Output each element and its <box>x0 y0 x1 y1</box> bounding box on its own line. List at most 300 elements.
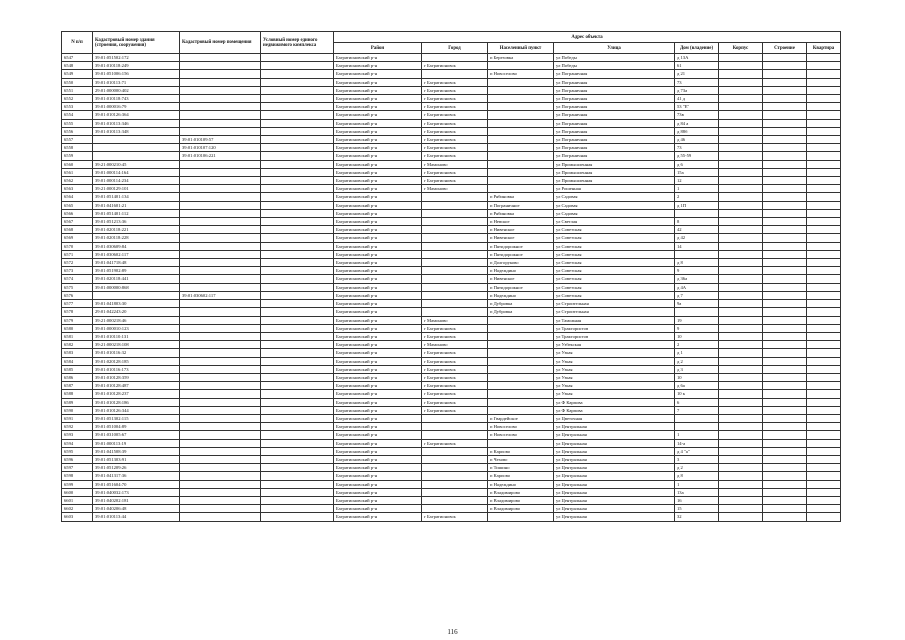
cell-korpus <box>719 414 763 422</box>
cell-district: Багратионовский р-н <box>334 86 422 94</box>
cell-cad-room <box>180 357 261 365</box>
cell-district: Багратионовский р-н <box>334 152 422 160</box>
cell-stroenie <box>763 201 807 209</box>
cell-cad-building: 29:01:042243:20 <box>93 308 180 316</box>
cell-cad-room <box>180 70 261 78</box>
cell-cond-number <box>261 332 334 340</box>
table-body <box>62 54 841 522</box>
cell-stroenie <box>763 496 807 504</box>
cell-cad-room <box>180 316 261 324</box>
cell-korpus <box>719 193 763 201</box>
cell-stroenie <box>763 136 807 144</box>
cell-street: ул Узбекская <box>554 341 675 349</box>
cell-city: г Багратионовск <box>422 136 488 144</box>
cell-cond-number <box>261 398 334 406</box>
table-row <box>62 127 841 135</box>
cell-settlement: п Карпово <box>488 447 554 455</box>
cell-street: ул Центральная <box>554 431 675 439</box>
header-stroenie: Строение <box>763 43 807 54</box>
cell-settlement: п Гвардейское <box>488 414 554 422</box>
cell-cond-number <box>261 144 334 152</box>
cell-stroenie <box>763 54 807 62</box>
cell-cad-room <box>180 464 261 472</box>
cell-stroenie <box>763 488 807 496</box>
cell-kvartira <box>807 209 841 217</box>
cell-house: 15а <box>675 168 719 176</box>
cell-korpus <box>719 168 763 176</box>
cell-street: ул Центральная <box>554 488 675 496</box>
cell-city <box>422 447 488 455</box>
cell-cad-room <box>180 496 261 504</box>
cell-street: ул Советская <box>554 234 675 242</box>
table-row <box>62 201 841 209</box>
cell-house: д 46 <box>675 136 719 144</box>
cell-house: 73 <box>675 78 719 86</box>
cell-stroenie <box>763 95 807 103</box>
cell-city <box>422 70 488 78</box>
cell-cad-room <box>180 390 261 398</box>
cell-num: 6577 <box>62 300 93 308</box>
cell-kvartira <box>807 324 841 332</box>
cell-settlement <box>488 185 554 193</box>
cell-stroenie <box>763 209 807 217</box>
cell-korpus <box>719 324 763 332</box>
cell-cond-number <box>261 152 334 160</box>
cell-street: ул Узкая <box>554 357 675 365</box>
cell-cad-room <box>180 160 261 168</box>
cell-cond-number <box>261 357 334 365</box>
cell-num: 6590 <box>62 406 93 414</box>
cell-num: 6553 <box>62 103 93 111</box>
cell-num: 6562 <box>62 177 93 185</box>
cell-stroenie <box>763 423 807 431</box>
table-row <box>62 136 841 144</box>
cell-stroenie <box>763 168 807 176</box>
cell-city: г Багратионовск <box>422 382 488 390</box>
cell-street: ул Садовая <box>554 193 675 201</box>
cell-settlement: п Рябиновка <box>488 193 554 201</box>
cell-city: г Багратионовск <box>422 324 488 332</box>
cell-cad-building: 39:01:041317:36 <box>93 472 180 480</box>
cell-korpus <box>719 54 763 62</box>
cell-district: Багратионовский р-н <box>334 496 422 504</box>
cell-cond-number <box>261 160 334 168</box>
cell-kvartira <box>807 136 841 144</box>
cell-settlement <box>488 365 554 373</box>
cell-korpus <box>719 398 763 406</box>
cell-cad-room <box>180 398 261 406</box>
cell-num: 6555 <box>62 119 93 127</box>
cell-cad-room <box>180 406 261 414</box>
cell-city <box>422 464 488 472</box>
cell-district: Багратионовский р-н <box>334 283 422 291</box>
cell-house <box>675 414 719 422</box>
cell-city: г Багратионовск <box>422 365 488 373</box>
cell-korpus <box>719 95 763 103</box>
cell-num: 6550 <box>62 78 93 86</box>
cell-district: Багратионовский р-н <box>334 365 422 373</box>
cell-korpus <box>719 349 763 357</box>
cell-city <box>422 226 488 234</box>
cell-district: Багратионовский р-н <box>334 119 422 127</box>
cell-district: Багратионовский р-н <box>334 455 422 463</box>
cell-street: ул Трактористов <box>554 332 675 340</box>
cell-house: 10 <box>675 373 719 381</box>
cell-stroenie <box>763 234 807 242</box>
cell-settlement <box>488 373 554 381</box>
cell-cad-building: 39:21:000218:108 <box>93 341 180 349</box>
cell-korpus <box>719 488 763 496</box>
cell-street: ул Центральная <box>554 472 675 480</box>
cell-cond-number <box>261 119 334 127</box>
cell-city: г Багратионовск <box>422 144 488 152</box>
cell-num: 6600 <box>62 488 93 496</box>
cell-num: 6571 <box>62 250 93 258</box>
cell-district: Багратионовский р-н <box>334 78 422 86</box>
cell-num: 6583 <box>62 349 93 357</box>
cell-house <box>675 209 719 217</box>
cell-city: г Багратионовск <box>422 111 488 119</box>
cell-cad-building: 39:21:000218:46 <box>93 316 180 324</box>
cell-num: 6568 <box>62 226 93 234</box>
cell-cond-number <box>261 324 334 332</box>
cell-cad-room <box>180 365 261 373</box>
cell-settlement <box>488 332 554 340</box>
cell-settlement: п Надеждино <box>488 480 554 488</box>
cell-cad-room <box>180 505 261 513</box>
table-row <box>62 111 841 119</box>
cell-num: 6576 <box>62 291 93 299</box>
cell-num: 6602 <box>62 505 93 513</box>
cell-korpus <box>719 505 763 513</box>
cell-street: ул Советская <box>554 283 675 291</box>
cell-street: ул Пограничная <box>554 136 675 144</box>
cell-district: Багратионовский р-н <box>334 332 422 340</box>
cell-street: ул Советская <box>554 259 675 267</box>
cell-settlement <box>488 357 554 365</box>
cell-korpus <box>719 472 763 480</box>
cell-korpus <box>719 308 763 316</box>
cell-korpus <box>719 234 763 242</box>
cell-district: Багратионовский р-н <box>334 111 422 119</box>
cell-cond-number <box>261 78 334 86</box>
cell-cad-building: 39:01:041718:48 <box>93 259 180 267</box>
cell-street: ул Пограничная <box>554 152 675 160</box>
cell-city: г Багратионовск <box>422 127 488 135</box>
table-row <box>62 373 841 381</box>
cell-district: Багратионовский р-н <box>334 144 422 152</box>
table-row <box>62 382 841 390</box>
cell-korpus <box>719 127 763 135</box>
cell-city <box>422 259 488 267</box>
cell-district: Багратионовский р-н <box>334 201 422 209</box>
cell-cad-building: 39:01:051213:36 <box>93 218 180 226</box>
cell-korpus <box>719 365 763 373</box>
cell-num: 6564 <box>62 193 93 201</box>
cell-district: Багратионовский р-н <box>334 185 422 193</box>
cell-kvartira <box>807 234 841 242</box>
cell-settlement <box>488 513 554 521</box>
cell-cond-number <box>261 480 334 488</box>
cell-cad-room <box>180 242 261 250</box>
cell-city <box>422 488 488 496</box>
cell-stroenie <box>763 472 807 480</box>
cell-district: Багратионовский р-н <box>334 54 422 62</box>
cell-settlement: п Дубровка <box>488 300 554 308</box>
cell-stroenie <box>763 86 807 94</box>
cell-stroenie <box>763 242 807 250</box>
cell-cond-number <box>261 86 334 94</box>
cell-kvartira <box>807 423 841 431</box>
table-row <box>62 398 841 406</box>
header-city: Город <box>422 43 488 54</box>
cell-korpus <box>719 291 763 299</box>
property-register-table <box>61 31 841 522</box>
cell-settlement: п Березовка <box>488 54 554 62</box>
cell-korpus <box>719 209 763 217</box>
cell-street: ул Центральная <box>554 439 675 447</box>
cell-district: Багратионовский р-н <box>334 267 422 275</box>
cell-kvartira <box>807 357 841 365</box>
cell-district: Багратионовский р-н <box>334 464 422 472</box>
cell-street: ул Советская <box>554 226 675 234</box>
cell-cond-number <box>261 373 334 381</box>
cell-street: ул Советская <box>554 267 675 275</box>
cell-kvartira <box>807 496 841 504</box>
cell-settlement: п Надеждино <box>488 267 554 275</box>
cell-kvartira <box>807 349 841 357</box>
cell-street: ул Пограничная <box>554 103 675 111</box>
cell-cad-room <box>180 447 261 455</box>
cell-cad-building <box>93 291 180 299</box>
cell-cond-number <box>261 300 334 308</box>
cell-settlement: п Рябиновка <box>488 209 554 217</box>
cell-street: ул Советская <box>554 291 675 299</box>
cell-cad-room <box>180 103 261 111</box>
header-settlement: Населенный пункт <box>488 43 554 54</box>
cell-cond-number <box>261 193 334 201</box>
cell-stroenie <box>763 160 807 168</box>
cell-korpus <box>719 373 763 381</box>
cell-cad-building: 39:01:051401:134 <box>93 193 180 201</box>
cell-num: 6549 <box>62 70 93 78</box>
cell-city <box>422 201 488 209</box>
cell-city <box>422 308 488 316</box>
cell-num: 6578 <box>62 308 93 316</box>
cell-house: 73 <box>675 144 719 152</box>
cell-cond-number <box>261 382 334 390</box>
cell-cad-room <box>180 226 261 234</box>
cell-district: Багратионовский р-н <box>334 513 422 521</box>
cell-cond-number <box>261 218 334 226</box>
cell-cad-building: 39:01:010110:131 <box>93 332 180 340</box>
cell-city: г Багратионовск <box>422 398 488 406</box>
cell-settlement: п Долгоруково <box>488 259 554 267</box>
cell-stroenie <box>763 414 807 422</box>
cell-cad-room <box>180 431 261 439</box>
cell-city: г Багратионовск <box>422 177 488 185</box>
cell-cad-building: 39:01:051209:26 <box>93 464 180 472</box>
cell-cad-building: 39:01:010128:487 <box>93 382 180 390</box>
cell-cond-number <box>261 267 334 275</box>
cell-district: Багратионовский р-н <box>334 62 422 70</box>
cell-house: 2 <box>675 341 719 349</box>
cell-kvartira <box>807 70 841 78</box>
page-number: 116 <box>447 628 458 636</box>
cell-cad-building: 39:01:000010:123 <box>93 324 180 332</box>
cell-cad-building: 39:01:020118:221 <box>93 226 180 234</box>
cell-district: Багратионовский р-н <box>334 398 422 406</box>
table-row <box>62 103 841 111</box>
cell-num: 6596 <box>62 455 93 463</box>
cell-kvartira <box>807 300 841 308</box>
table-row <box>62 308 841 316</box>
table-row <box>62 218 841 226</box>
cell-settlement: п Пятидорожное <box>488 242 554 250</box>
cell-house: 8 <box>675 218 719 226</box>
cell-district: Багратионовский р-н <box>334 95 422 103</box>
table-row <box>62 291 841 299</box>
cell-settlement <box>488 103 554 111</box>
cell-settlement: п Владимирово <box>488 496 554 504</box>
cell-settlement <box>488 324 554 332</box>
cell-kvartira <box>807 54 841 62</box>
cell-cad-room <box>180 472 261 480</box>
cell-num: 6569 <box>62 234 93 242</box>
cell-house <box>675 250 719 258</box>
cell-street: ул Промышленная <box>554 160 675 168</box>
table-row <box>62 152 841 160</box>
cell-kvartira <box>807 283 841 291</box>
cell-cad-building <box>93 152 180 160</box>
cell-stroenie <box>763 308 807 316</box>
cell-cad-building: 39:01:010126:364 <box>93 111 180 119</box>
cell-house: д 55-59 <box>675 152 719 160</box>
cell-settlement: п Нивенское <box>488 226 554 234</box>
cell-house: д 1 <box>675 349 719 357</box>
cell-cad-building: 39:01:041601:21 <box>93 201 180 209</box>
cell-district: Багратионовский р-н <box>334 160 422 168</box>
cell-cond-number <box>261 177 334 185</box>
cell-district: Багратионовский р-н <box>334 168 422 176</box>
cell-city <box>422 496 488 504</box>
cell-city: г Багратионовск <box>422 152 488 160</box>
cell-settlement: п Владимирово <box>488 488 554 496</box>
cell-cond-number <box>261 423 334 431</box>
cell-city <box>422 267 488 275</box>
cell-cad-room <box>180 275 261 283</box>
table-row <box>62 209 841 217</box>
cell-street: ул Узкая <box>554 390 675 398</box>
cell-cad-building: 39:01:010128:186 <box>93 398 180 406</box>
cell-city <box>422 472 488 480</box>
cell-street: ул Узкая <box>554 365 675 373</box>
cell-cad-building: 39:01:010113:44 <box>93 513 180 521</box>
cell-cad-building: 39:01:051502:172 <box>93 54 180 62</box>
cell-num: 6582 <box>62 341 93 349</box>
cell-street: ул Промышленная <box>554 168 675 176</box>
cell-korpus <box>719 226 763 234</box>
cell-cond-number <box>261 365 334 373</box>
cell-house: 6 <box>675 398 719 406</box>
table-row <box>62 119 841 127</box>
cell-cond-number <box>261 111 334 119</box>
cell-street: ул Ф Карпова <box>554 406 675 414</box>
cell-cad-building: 29:01:000000:402 <box>93 86 180 94</box>
cell-korpus <box>719 62 763 70</box>
cell-district: Багратионовский р-н <box>334 324 422 332</box>
cell-korpus <box>719 103 763 111</box>
cell-kvartira <box>807 431 841 439</box>
cell-stroenie <box>763 324 807 332</box>
cell-num: 6561 <box>62 168 93 176</box>
cell-cad-building: 39:01:000113:19 <box>93 439 180 447</box>
cell-kvartira <box>807 447 841 455</box>
cell-cad-building: 39:01:031005:67 <box>93 431 180 439</box>
cell-house: 1 <box>675 431 719 439</box>
cell-cond-number <box>261 283 334 291</box>
cell-district: Багратионовский р-н <box>334 242 422 250</box>
cell-kvartira <box>807 168 841 176</box>
cell-cad-room <box>180 480 261 488</box>
cell-cad-room <box>180 209 261 217</box>
cell-cond-number <box>261 349 334 357</box>
cell-cond-number <box>261 406 334 414</box>
cell-cond-number <box>261 95 334 103</box>
cell-num: 6560 <box>62 160 93 168</box>
cell-settlement <box>488 144 554 152</box>
cell-city: г Багратионовск <box>422 406 488 414</box>
cell-korpus <box>719 431 763 439</box>
cell-cad-room <box>180 54 261 62</box>
cell-cad-building: 39:01:010116:32 <box>93 349 180 357</box>
cell-district: Багратионовский р-н <box>334 250 422 258</box>
cell-house: д 21 <box>675 70 719 78</box>
cell-stroenie <box>763 431 807 439</box>
header-cad-room: Кадастровый номер помещения <box>180 32 261 54</box>
table-row <box>62 349 841 357</box>
cell-street: ул Победы <box>554 62 675 70</box>
cell-settlement <box>488 152 554 160</box>
cell-city: г Багратионовск <box>422 95 488 103</box>
table-row <box>62 414 841 422</box>
cell-district: Багратионовский р-н <box>334 472 422 480</box>
header-cond-number: Условный номер единого недвижимого комплекса <box>261 32 334 54</box>
cell-stroenie <box>763 218 807 226</box>
cell-cad-building <box>93 136 180 144</box>
table-row <box>62 234 841 242</box>
cell-settlement <box>488 406 554 414</box>
cell-num: 6559 <box>62 152 93 160</box>
table-row <box>62 316 841 324</box>
cell-settlement: п Чехово <box>488 455 554 463</box>
cell-settlement <box>488 127 554 135</box>
cell-cad-room <box>180 373 261 381</box>
table-row <box>62 185 841 193</box>
cell-street: ул Центральная <box>554 447 675 455</box>
cell-house: 10 к <box>675 390 719 398</box>
cell-kvartira <box>807 488 841 496</box>
cell-kvartira <box>807 86 841 94</box>
cell-cond-number <box>261 455 334 463</box>
table-row <box>62 144 841 152</box>
cell-korpus <box>719 316 763 324</box>
cell-cad-building: 39:01:051604:70 <box>93 480 180 488</box>
cell-kvartira <box>807 250 841 258</box>
cell-district: Багратионовский р-н <box>334 177 422 185</box>
cell-kvartira <box>807 373 841 381</box>
cell-cond-number <box>261 431 334 439</box>
